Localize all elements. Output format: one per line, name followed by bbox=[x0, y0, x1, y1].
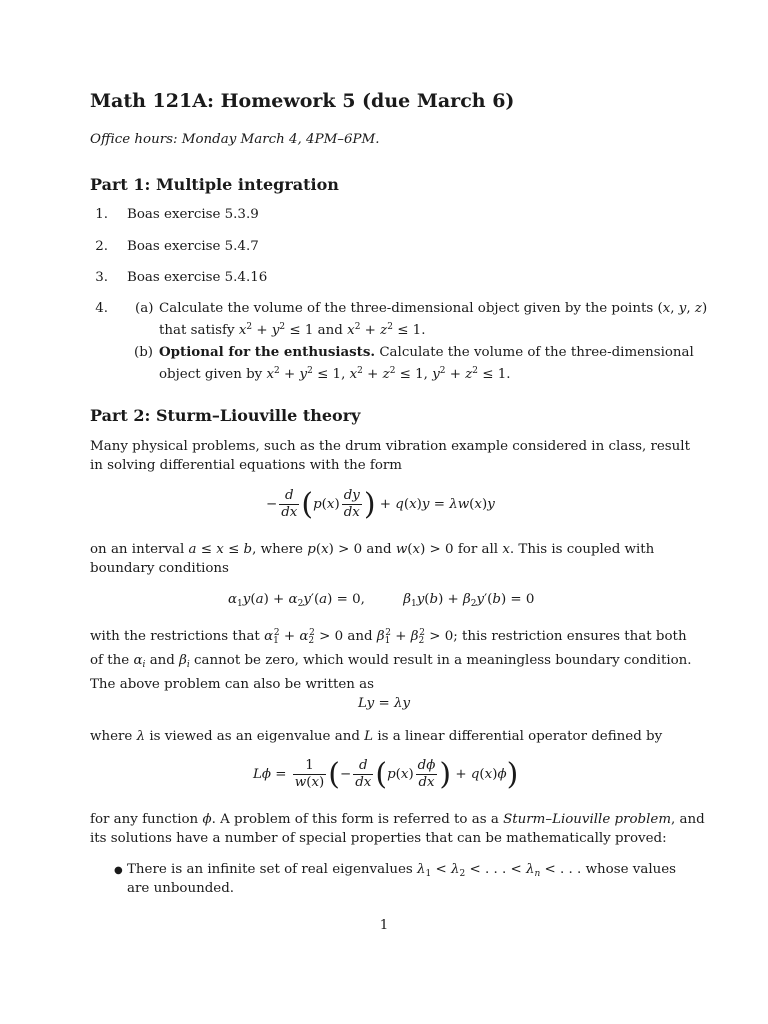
page-title: Math 121A: Homework 5 (due March 6) bbox=[90, 90, 515, 112]
equation-boundary-conditions: $\alpha_1y(a) + \alpha_2y'(a) = 0$, $\beta_1y(b) + \beta_2y'(b) = 0$ bbox=[228, 592, 535, 609]
equation-ly: Ly = λy bbox=[358, 696, 411, 711]
paragraph-4: where λ is viewed as an eigenvalue and L is a linear differential operator defined by bbox=[90, 729, 663, 744]
office-hours: Office hours: Monday March 4, 4PM–6PM. bbox=[90, 132, 380, 147]
equation-operator-l: Lϕ = $\frac{1}{w(x)}$ (− $\frac{d}{dx}$ (p(x) $\frac{d\phi}{dx}$ ) + q(x)ϕ) bbox=[253, 757, 519, 792]
equation-sturm-liouville: − $\frac{d}{dx}$ (p(x) $\frac{dy}{dx}$ ) + q(x)y = λw(x)y bbox=[266, 487, 495, 522]
paragraph-5: for any function ϕ. A problem of this form is referred to as a Sturm–Liouville problem, and its solutions have a number of special properties that can be mathematically proved: bbox=[90, 812, 705, 846]
paragraph-1: Many physical problems, such as the drum vibration example considered in class, result in solving differential equations with the form bbox=[90, 439, 690, 473]
paragraph-2: on an interval a ≤ x ≤ b, where p(x) > 0 and w(x) > 0 for all x. This is coupled with boundary conditions bbox=[90, 542, 655, 576]
part1-heading: Part 1: Multiple integration bbox=[90, 175, 339, 194]
paragraph-3: with the restrictions that $\alpha_1^2 + \alpha_2^2 > 0$ and $\beta_1^2 + \beta_2^2 > 0$; this restriction ensures that both of the $\alpha_i$ and $\beta_i$ cannot be zero, which would result in a meaningless boundary condition. The above problem can also be written as bbox=[90, 628, 692, 692]
page-number: 1 bbox=[379, 918, 389, 933]
part2-heading: Part 2: Sturm–Liouville theory bbox=[90, 406, 361, 425]
